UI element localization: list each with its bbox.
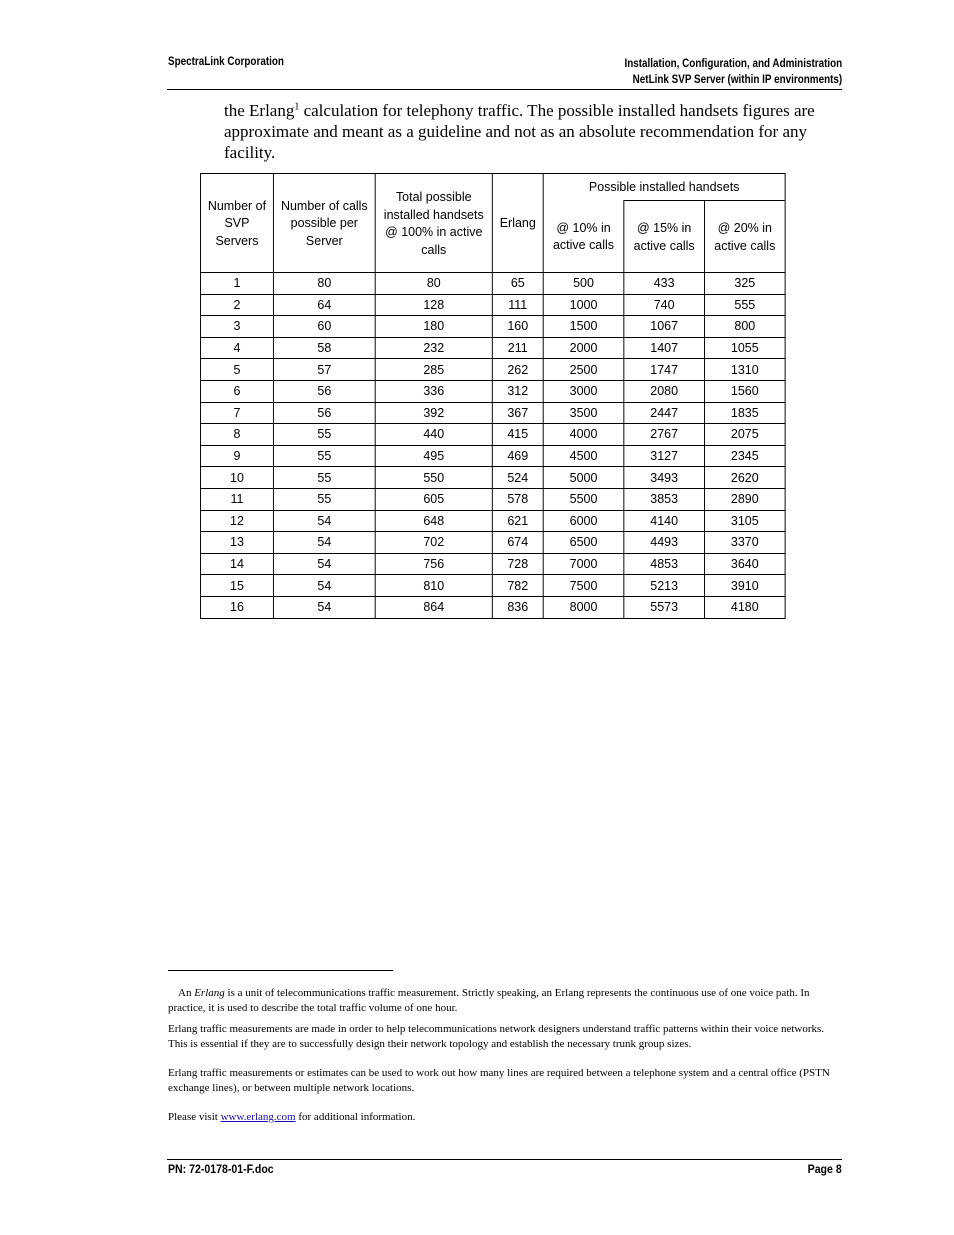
cell-handsets-15pct: 4140 [624, 510, 705, 532]
cell-total-handsets: 336 [375, 380, 492, 402]
table-row [200, 294, 785, 316]
cell-erlang: 65 [492, 273, 543, 295]
cell-erlang: 469 [492, 445, 543, 467]
footer-part-number: PN: 72-0178-01-F.doc [168, 1162, 274, 1176]
erlang-link[interactable]: www.erlang.com [220, 1111, 296, 1123]
cell-handsets-15pct: 1747 [624, 359, 705, 381]
table-row [200, 273, 785, 295]
cell-erlang: 367 [492, 402, 543, 424]
cell-total-handsets: 128 [375, 294, 492, 316]
cell-calls-per-server: 56 [273, 380, 375, 402]
cell-handsets-10pct: 2500 [543, 359, 624, 381]
footnote-2: Erlang traffic measurements are made in order to help telecommunications network designers understand traffic patterns within their voice networks. This is essential if they are to successfully design their network topology and establish the necessary trunk group sizes. [168, 1023, 825, 1050]
cell-handsets-10pct: 3500 [543, 402, 624, 424]
table-row [200, 380, 785, 402]
header-title-line1: Installation, Configuration, and Administration [624, 58, 842, 70]
cell-handsets-15pct: 5573 [624, 596, 705, 618]
table-row [200, 402, 785, 424]
cell-erlang: 211 [492, 337, 543, 359]
cell-total-handsets: 810 [375, 575, 492, 597]
table-body [200, 273, 785, 619]
cell-handsets-15pct: 2447 [624, 402, 705, 424]
header-svp-servers: Number of SVP Servers [200, 174, 273, 273]
cell-handsets-20pct: 2075 [704, 424, 785, 446]
cell-total-handsets: 180 [375, 316, 492, 338]
cell-erlang: 312 [492, 380, 543, 402]
cell-svp-servers: 9 [200, 445, 273, 467]
erlang-term: Erlang [194, 987, 225, 999]
cell-handsets-20pct: 2345 [704, 445, 785, 467]
table-row [200, 445, 785, 467]
cell-handsets-15pct: 3127 [624, 445, 705, 467]
cell-handsets-15pct: 3853 [624, 488, 705, 510]
cell-erlang: 836 [492, 596, 543, 618]
subheader-10pct: @ 10% in active calls [543, 201, 624, 273]
cell-handsets-20pct: 555 [704, 294, 785, 316]
cell-handsets-20pct: 3640 [704, 553, 785, 575]
cell-calls-per-server: 64 [273, 294, 375, 316]
cell-handsets-10pct: 3000 [543, 380, 624, 402]
cell-handsets-10pct: 5000 [543, 467, 624, 489]
cell-handsets-20pct: 3105 [704, 510, 785, 532]
cell-svp-servers: 2 [200, 294, 273, 316]
table-row [200, 467, 785, 489]
cell-handsets-20pct: 800 [704, 316, 785, 338]
cell-total-handsets: 392 [375, 402, 492, 424]
cell-handsets-15pct: 5213 [624, 575, 705, 597]
subheader-15pct: @ 15% in active calls [624, 201, 705, 273]
cell-calls-per-server: 56 [273, 402, 375, 424]
header-company: SpectraLink Corporation [168, 56, 284, 68]
footer-rule [167, 1159, 842, 1160]
header-total-handsets: Total possible installed handsets @ 100% in active calls [375, 174, 492, 273]
cell-handsets-15pct: 2767 [624, 424, 705, 446]
footnotes [168, 986, 844, 1125]
table-row [200, 316, 785, 338]
cell-svp-servers: 3 [200, 316, 273, 338]
cell-handsets-20pct: 325 [704, 273, 785, 295]
cell-total-handsets: 232 [375, 337, 492, 359]
cell-svp-servers: 15 [200, 575, 273, 597]
cell-svp-servers: 5 [200, 359, 273, 381]
cell-handsets-15pct: 2080 [624, 380, 705, 402]
cell-handsets-20pct: 4180 [704, 596, 785, 618]
cell-total-handsets: 864 [375, 596, 492, 618]
cell-handsets-10pct: 8000 [543, 596, 624, 618]
footnote-separator [168, 970, 393, 971]
cell-erlang: 674 [492, 532, 543, 554]
cell-svp-servers: 12 [200, 510, 273, 532]
cell-erlang: 621 [492, 510, 543, 532]
cell-calls-per-server: 54 [273, 532, 375, 554]
cell-erlang: 160 [492, 316, 543, 338]
cell-calls-per-server: 57 [273, 359, 375, 381]
cell-calls-per-server: 55 [273, 445, 375, 467]
cell-erlang: 415 [492, 424, 543, 446]
cell-svp-servers: 16 [200, 596, 273, 618]
cell-handsets-20pct: 3370 [704, 532, 785, 554]
cell-handsets-10pct: 7500 [543, 575, 624, 597]
cell-total-handsets: 702 [375, 532, 492, 554]
footnote-ref[interactable]: 1 [294, 101, 300, 113]
header-erlang: Erlang [492, 174, 543, 273]
cell-calls-per-server: 55 [273, 488, 375, 510]
cell-handsets-10pct: 2000 [543, 337, 624, 359]
header-possible-handsets: Possible installed handsets [543, 174, 785, 201]
table-row [200, 596, 785, 618]
cell-svp-servers: 13 [200, 532, 273, 554]
cell-calls-per-server: 54 [273, 596, 375, 618]
cell-handsets-15pct: 740 [624, 294, 705, 316]
cell-total-handsets: 285 [375, 359, 492, 381]
cell-handsets-10pct: 6000 [543, 510, 624, 532]
cell-handsets-15pct: 4853 [624, 553, 705, 575]
cell-handsets-10pct: 4000 [543, 424, 624, 446]
cell-calls-per-server: 54 [273, 553, 375, 575]
table-row [200, 553, 785, 575]
table-row [200, 337, 785, 359]
cell-handsets-20pct: 1310 [704, 359, 785, 381]
cell-handsets-15pct: 1407 [624, 337, 705, 359]
intro-text-after: calculation for telephony traffic. The possible installed handsets figures are approximate and meant as a guideline and not as an absolute recommendation for any facility. [224, 101, 815, 162]
cell-calls-per-server: 55 [273, 424, 375, 446]
table-row [200, 532, 785, 554]
cell-handsets-15pct: 433 [624, 273, 705, 295]
cell-calls-per-server: 80 [273, 273, 375, 295]
cell-svp-servers: 14 [200, 553, 273, 575]
cell-handsets-20pct: 2620 [704, 467, 785, 489]
cell-erlang: 111 [492, 294, 543, 316]
cell-svp-servers: 11 [200, 488, 273, 510]
cell-calls-per-server: 54 [273, 510, 375, 532]
cell-handsets-20pct: 2890 [704, 488, 785, 510]
cell-svp-servers: 6 [200, 380, 273, 402]
cell-handsets-10pct: 7000 [543, 553, 624, 575]
cell-total-handsets: 605 [375, 488, 492, 510]
cell-handsets-20pct: 1560 [704, 380, 785, 402]
cell-total-handsets: 648 [375, 510, 492, 532]
cell-erlang: 578 [492, 488, 543, 510]
cell-calls-per-server: 55 [273, 467, 375, 489]
cell-handsets-10pct: 4500 [543, 445, 624, 467]
cell-handsets-15pct: 3493 [624, 467, 705, 489]
footnote-3: Erlang traffic measurements or estimates can be used to work out how many lines are required between a telephone system and a central office (PSTN exchange lines), or between multiple network locations. [168, 1067, 830, 1094]
footnote-4: Please visit www.erlang.com for additional information. [168, 1111, 416, 1123]
cell-handsets-10pct: 500 [543, 273, 624, 295]
table-row [200, 488, 785, 510]
cell-handsets-15pct: 1067 [624, 316, 705, 338]
cell-svp-servers: 4 [200, 337, 273, 359]
cell-svp-servers: 10 [200, 467, 273, 489]
cell-svp-servers: 1 [200, 273, 273, 295]
cell-erlang: 728 [492, 553, 543, 575]
cell-handsets-15pct: 4493 [624, 532, 705, 554]
intro-paragraph [224, 100, 829, 163]
cell-total-handsets: 80 [375, 273, 492, 295]
header-calls-per-server: Number of calls possible per Server [273, 174, 375, 273]
table-row [200, 424, 785, 446]
cell-total-handsets: 495 [375, 445, 492, 467]
cell-total-handsets: 440 [375, 424, 492, 446]
header-title [624, 56, 842, 88]
cell-erlang: 262 [492, 359, 543, 381]
cell-handsets-10pct: 1500 [543, 316, 624, 338]
cell-svp-servers: 8 [200, 424, 273, 446]
cell-handsets-10pct: 6500 [543, 532, 624, 554]
header-rule [167, 89, 842, 90]
cell-calls-per-server: 60 [273, 316, 375, 338]
subheader-20pct: @ 20% in active calls [704, 201, 785, 273]
footer-page-number: Page 8 [807, 1162, 842, 1176]
cell-handsets-20pct: 1055 [704, 337, 785, 359]
cell-handsets-20pct: 1835 [704, 402, 785, 424]
cell-handsets-10pct: 5500 [543, 488, 624, 510]
header-title-line2: NetLink SVP Server (within IP environments) [632, 74, 842, 86]
cell-erlang: 782 [492, 575, 543, 597]
capacity-table [200, 173, 786, 619]
table-row [200, 575, 785, 597]
cell-svp-servers: 7 [200, 402, 273, 424]
footnote-1: An Erlang is a unit of telecommunications traffic measurement. Strictly speaking, an Erlang represents the continuous use of one voice path. In practice, it is used to describe the total traffic volume of one hour. [168, 987, 810, 1014]
cell-calls-per-server: 58 [273, 337, 375, 359]
cell-calls-per-server: 54 [273, 575, 375, 597]
cell-handsets-20pct: 3910 [704, 575, 785, 597]
cell-handsets-10pct: 1000 [543, 294, 624, 316]
table-row [200, 359, 785, 381]
intro-text-before: the Erlang [224, 101, 295, 120]
cell-total-handsets: 756 [375, 553, 492, 575]
table-row [200, 510, 785, 532]
cell-total-handsets: 550 [375, 467, 492, 489]
cell-erlang: 524 [492, 467, 543, 489]
